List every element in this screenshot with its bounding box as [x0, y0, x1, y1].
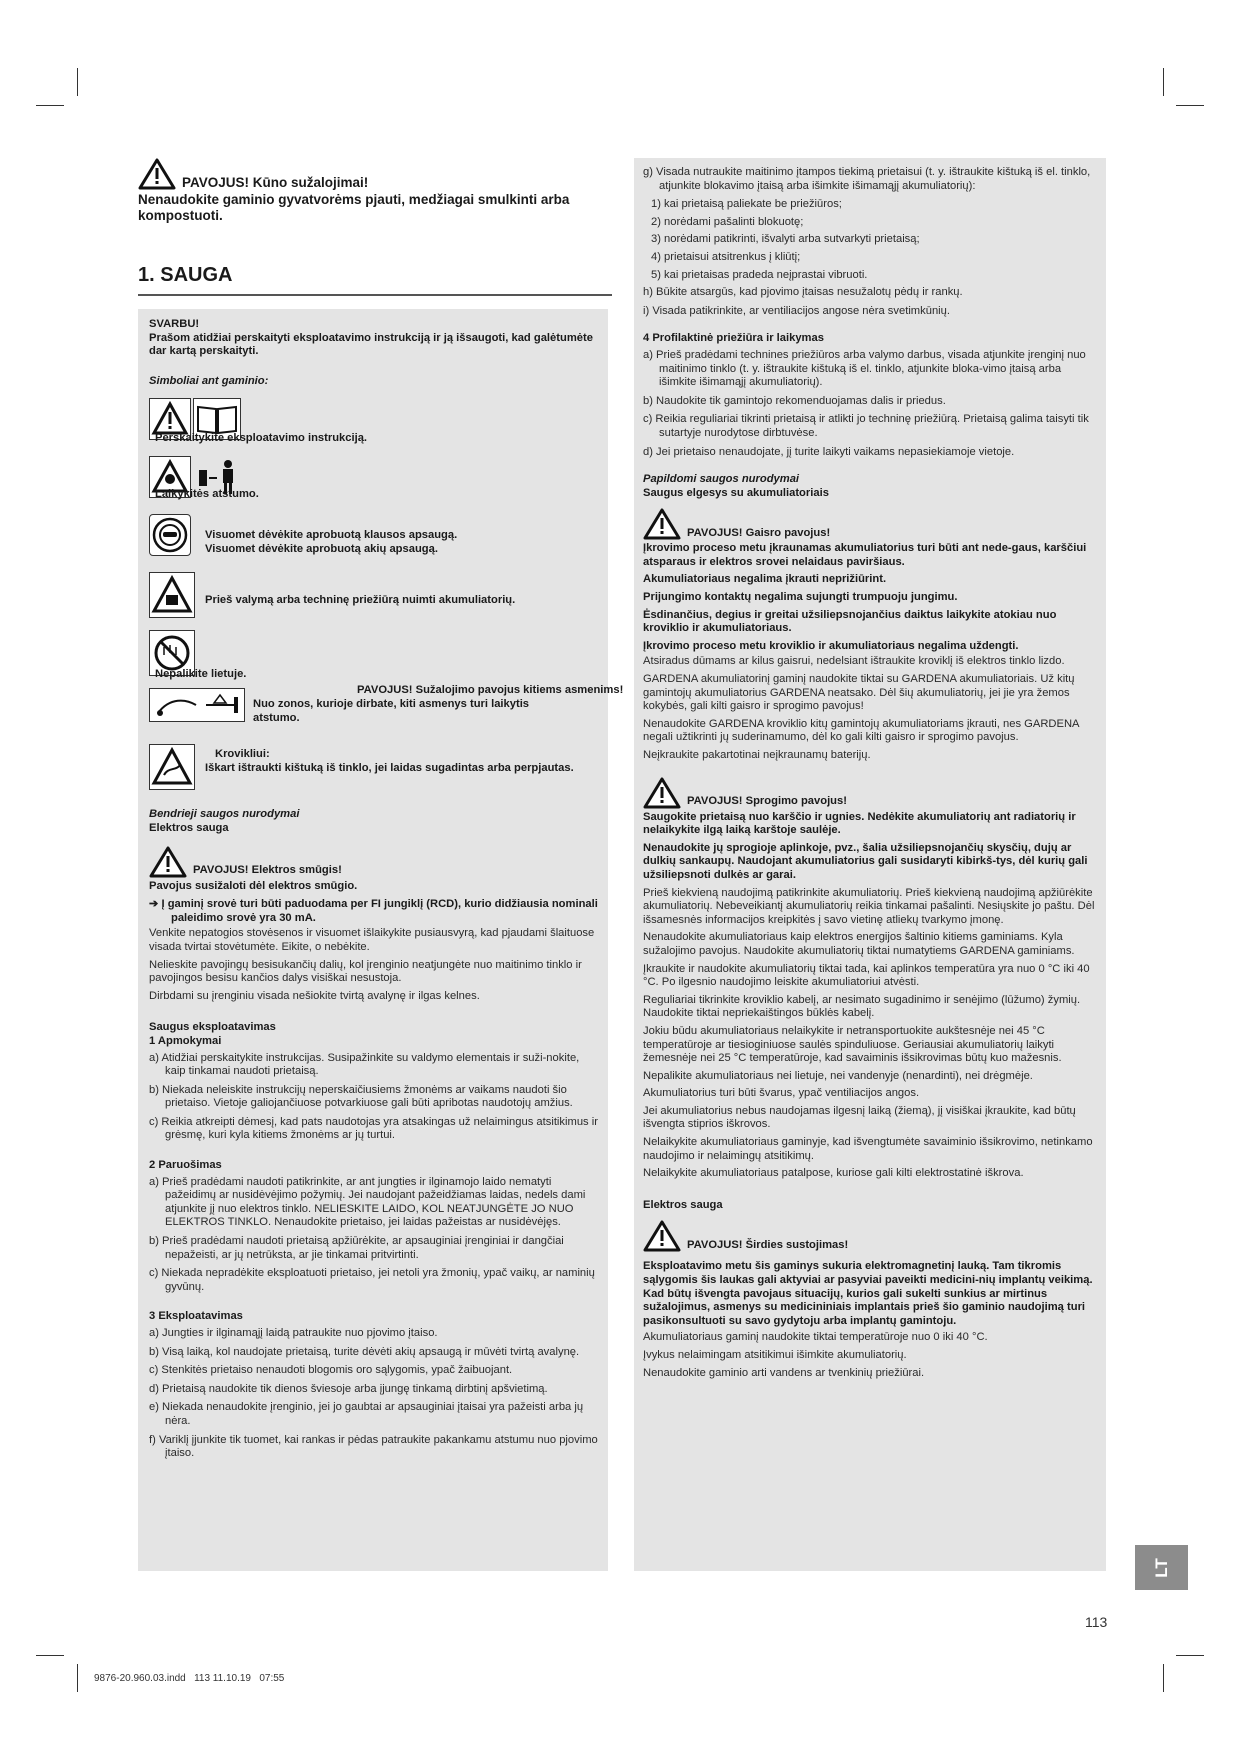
- intro-warning: [138, 158, 618, 224]
- symbol-text: Visuomet dėvėkite aprobuotą akių apsaugą.: [205, 543, 438, 556]
- symbol-text: Iškart ištraukti kištuką iš tinklo, jei laidas sugadintas arba perpjautas.: [205, 762, 574, 775]
- important-title: SVARBU!: [149, 318, 200, 330]
- paragraph: Nepalikite akumuliatoriaus nei lietuje, nei vandenyje (nenardinti), nei drėgmėje.: [643, 1069, 1033, 1082]
- list-item: g) Visada nutraukite maitinimo įtampos tiekimą prietaisui (t. y. ištraukite kištuką iš el. tinklo, atjunkite blokavimo įtaisą arba išimkite išimamąjį akumuliatorių):: [643, 166, 1091, 192]
- language-tab: [1135, 1545, 1188, 1590]
- protection-symbol: [149, 514, 191, 556]
- bold-paragraph: Akumuliatoriaus negalima įkrauti neprižiūrint.: [643, 573, 887, 586]
- charger-symbol: [149, 744, 195, 790]
- symbols-block: [149, 398, 624, 808]
- paragraph: Prieš kiekvieną naudojimą patikrinkite akumuliatorių. Prieš kiekvieną naudojimą apžiūrėkite akumuliatorių. Nebeveikiantį akumuliatorių reikia tinkamai pašalinti. Nesiųskite jo paštu. Dėl išsamesnės informacijos kreipkitės į savo vietinę atliekų tvarkymo įmonę.: [643, 886, 1095, 926]
- list-item: d) Prietaisą naudokite tik dienos šviesoje arba įjungę tinkamą dirbtinį apšvietimą.: [149, 1382, 548, 1395]
- list-item: 1) kai prietaisą paliekate be priežiūros;: [651, 198, 842, 211]
- list-item: b) Visą laiką, kol naudojate prietaisą, turite dėvėti akių apsaugą ir mūvėti tvirtą avalynę.: [149, 1345, 580, 1358]
- explosion-warning: PAVOJUS! Sprogimo pavojus!: [687, 795, 847, 807]
- fire-warning: PAVOJUS! Gaisro pavojus!: [687, 526, 831, 539]
- rcd-note: [149, 898, 601, 925]
- list-item: a) Atidžiai perskaitykite instrukcijas. Susipažinkite su valdymo elementais ir suži-nokite, kaip tinkamai naudoti prietaisą.: [149, 1051, 580, 1078]
- crop-mark: [77, 68, 78, 96]
- electric-text: Pavojus susižaloti dėl elektros smūgio.: [149, 879, 358, 892]
- rcd-text: Į gaminį srovė turi būti paduodama per FI jungiklį (RCD), kurio didžiausia nominali paleidimo srovė yra 30 mA.: [161, 898, 598, 924]
- paragraph: Akumuliatorius turi būti švarus, ypač ventiliacijos angos.: [643, 1087, 920, 1100]
- paragraph: Įvykus nelaimingam atsitikimui išimkite akumuliatorių.: [643, 1349, 907, 1361]
- warning-triangle-icon: [138, 158, 176, 190]
- symbol-text: Perskaitykite eksploatavimo instrukciją.: [155, 432, 368, 445]
- crop-mark: [1176, 105, 1204, 106]
- right-column: [643, 166, 1097, 1384]
- paragraph: Įkraukite ir naudokite akumuliatorių tiktai tada, kai aplinkos temperatūra yra nuo 0 °C iki 40 °C. Po ilgesnio naudojimo leiskite akumuliatoriui atvėsti.: [643, 962, 1090, 989]
- paragraph: Jei akumuliatorius nebus naudojamas ilgesnį laiką (žiemą), jį visiškai įkraukite, kad būtų išvengta stiprios iškrovos.: [643, 1104, 1076, 1131]
- crop-mark: [1176, 1655, 1204, 1656]
- electric-title: Elektros sauga: [149, 821, 229, 834]
- safe-op-title: Saugus eksploatavimas: [149, 1021, 276, 1034]
- list-item: a) Prieš pradėdami technines priežiūros arba valymo darbus, visada atjunkite įrenginį nuo maitinimo tinklo (t. y. ištraukite kištuką iš el. tinklo, atjunkite bloka-vimo įtaisą arba išimkite išimamąjį akumuliatorių).: [643, 348, 1086, 389]
- paragraph: Nenaudokite GARDENA kroviklio kitų gamintojų akumuliatoriams įkrauti, nes GARDENA negali užtikrinti jų suderinamumo, dėl ko gali kilti gaisro ir sprogimo pavojus.: [643, 717, 1079, 744]
- list-item: c) Stenkitės prietaiso nenaudoti blogomis oro sąlygomis, ypač žaibuojant.: [149, 1364, 513, 1377]
- heart-warning: PAVOJUS! Širdies sustojimas!: [687, 1238, 849, 1251]
- list-item: c) Niekada nepradėkite eksploatuoti prietaiso, jei netoli yra žmonių, ypač vaikų, ar naminių gyvūnų.: [149, 1267, 595, 1293]
- list-item: 3) norėdami patikrinti, išvalyti arba sutvarkyti prietaisą;: [651, 233, 920, 246]
- warning-triangle-icon: [149, 846, 187, 878]
- symbol-text: Krovikliui:: [215, 748, 270, 761]
- paragraph: Nelaikykite akumuliatoriaus patalpose, kuriose gali kilti elektrostatinė iškrova.: [643, 1167, 1024, 1180]
- warning-triangle-icon: [150, 573, 194, 617]
- bold-paragraph: Nenaudokite jų sprogioje aplinkoje, pvz., šalia užsiliepsnojančių skysčių, dujų ar dulkių sankaupų. Naudojant akumuliatorius gali susidaryti kibirkš-tys, dėl kurių gali užsiliepsnoti dulkės ar garai.: [643, 841, 1088, 881]
- paragraph: Atsiradus dūmams ar kilus gaisrui, nedelsiant ištraukite kroviklį iš elektros tinklo lizdo.: [643, 655, 1065, 668]
- paragraph: Akumuliatoriaus gaminį naudokite tiktai temperatūroje nuo 0 iki 40 °C.: [643, 1331, 988, 1344]
- symbol-text: Visuomet dėvėkite aprobuotą klausos apsaugą.: [205, 529, 458, 542]
- list-item: b) Niekada neleiskite instrukcijų neperskaičiusiems žmonėms ar vaikams naudoti šio prietaiso. Vietoje galiojančiuose potvarkiuose gali būti apribotas naudotojų amžius.: [149, 1083, 573, 1110]
- list-item: e) Niekada nenaudokite įrenginio, jei jo gaubtai ar apsauginiai įtaisai yra pažeisti arba jų nėra.: [149, 1401, 584, 1427]
- electric-warning: PAVOJUS! Elektros smūgis!: [193, 863, 342, 876]
- crop-mark: [36, 105, 64, 106]
- list-item: c) Reikia reguliariai tikrinti prietaisą ir atlikti jo techninę priežiūrą. Prietaisą galima taisyti tik sutartyje nurodytose dirbtuvėse.: [643, 413, 1089, 439]
- crop-mark: [1163, 68, 1164, 96]
- list-item: b) Naudokite tik gamintojo rekomenduojamas dalis ir priedus.: [643, 394, 946, 407]
- paragraph: Jokiu būdu akumuliatoriaus nelaikykite ir netransportuokite aukštesnėje nei 45 °C temperatūroje ar tiesioginiuose saulės spinduliuose. Geriausiai akumuliatorių laikyti žemesnėje nei 25 °C temperatūroje, kad savaiminis išsikrovimas būtų kuo mažesnis.: [643, 1024, 1062, 1065]
- symbol-text: Prieš valymą arba techninę priežiūrą nuimti akumuliatorių.: [205, 594, 516, 607]
- list-item: a) Jungties ir ilginamąjį laidą patraukite nuo pjovimo įtaiso.: [149, 1327, 438, 1339]
- s2-title: 2 Paruošimas: [149, 1159, 222, 1172]
- crop-mark: [77, 1664, 78, 1692]
- paragraph: Venkite nepatogios stovėsenos ir visuomet išlaikykite pusiausvyrą, kad pjaudami šlaituose visada tvirtai stovėtumėte. Eikite, o nebėkite.: [149, 927, 595, 953]
- symbol-text: Nuo zonos, kurioje dirbate, kiti asmenys turi laikytis atstumo.: [253, 698, 530, 724]
- general-title: Bendrieji saugos nurodymai: [149, 808, 300, 821]
- list-item: 2) norėdami pašalinti blokuotę;: [651, 215, 804, 228]
- footer-info: 9876-20.960.03.indd 113 11.10.19 07:55: [94, 1673, 285, 1684]
- arrow-right-icon: ➔: [149, 898, 162, 911]
- section-title: 1. SAUGA: [138, 264, 233, 286]
- paragraph: Reguliariai tikrinkite kroviklio kabelį, ar nesimato sugadinimo ir senėjimo (lūžumo) žymių. Naudokite tiktai nepriekaištingos būklės kabelį.: [643, 993, 1081, 1020]
- others-symbol: [149, 688, 245, 722]
- extra-title: Papildomi saugos nurodymai: [643, 473, 800, 486]
- paragraph: Nenaudokite akumuliatoriaus kaip elektros energijos šaltinio kitiems gaminiams. Kyla sužalojimo pavojus. Naudokite akumuliatorių tiktai numatytiems GARDENA gaminiams.: [643, 931, 1075, 957]
- symbols-title: Simboliai ant gaminio:: [149, 374, 269, 387]
- paragraph: Nelaikykite akumuliatoriaus gaminyje, kad išvengtumėte savaiminio išsikrovimo, netinkamo naudojimo ir nelaimingų atsitikimų.: [643, 1136, 1093, 1162]
- paragraph: Dirbdami su įrenginiu visada nešiokite tvirtą avalynę ir ilgas kelnes.: [149, 989, 480, 1002]
- bold-paragraph: Įkrovimo proceso metu įkraunamas akumuliatorius turi būti ant nede-gaus, karščiui atsparaus ir elektros srovei nelaidaus paviršiaus.: [643, 542, 1087, 568]
- bold-paragraph: Saugokite prietaisą nuo karščio ir ugnies. Nedėkite akumuliatorių ant radiatorių ir nelaikykite ilgą laiką karštoje saulėje.: [643, 810, 1076, 837]
- list-item: i) Visada patikrinkite, ar ventiliacijos angose nėra svetimkūnių.: [643, 304, 950, 317]
- bold-paragraph: Įkrovimo proceso metu kroviklio ir akumuliatoriaus negalima uždengti.: [643, 639, 1019, 652]
- warning-triangle-icon: [643, 508, 681, 540]
- list-item: d) Jei prietaiso nenaudojate, jį turite laikyti vaikams nepasiekiamoje vietoje.: [643, 445, 1015, 458]
- battery-title: Saugus elgesys su akumuliatoriais: [643, 486, 829, 499]
- symbol-text: Nepalikite lietuje.: [155, 668, 247, 681]
- list-item: f) Variklį įjunkite tik tuomet, kai rankas ir pėdas patraukite pakankamu atstumu nuo pjovimo įtaiso.: [149, 1433, 598, 1460]
- left-column: [149, 318, 624, 1466]
- s3-title: 3 Eksploatavimas: [149, 1310, 243, 1323]
- elec-title: Elektros sauga: [643, 1198, 723, 1211]
- s4-title: 4 Profilaktinė priežiūra ir laikymas: [643, 332, 824, 345]
- list-item: 5) kai prietaisas pradeda neįprastai vibruoti.: [651, 268, 868, 281]
- warning-triangle-icon: [643, 777, 681, 809]
- ear-eye-protection-icon: [150, 515, 190, 555]
- battery-symbol: [149, 572, 195, 618]
- paragraph: Nelieskite pavojingų besisukančių dalių, kol įrenginio neatjungėte nuo maitinimo tinklo ir pavojingos besisu kančios dalys visiškai nesustoja.: [149, 958, 582, 985]
- list-item: h) Būkite atsargūs, kad pjovimo įtaisas nesužalotų pėdų ir rankų.: [643, 286, 963, 299]
- list-item: c) Reikia atkreipti dėmesį, kad pats naudotojas yra atsakingas už nelaimingus atsitikimus ir grėsmę, kuri kyla kitiems žmonėms ar jų turtui.: [149, 1115, 598, 1142]
- list-item: a) Prieš pradėdami naudoti patikrinkite, ar ant jungties ir ilginamojo laido nematyti pažeidimų ar nusidėvėjimo požymių. Jei naudojant pažeidžiamas laidas, nedels dami atjunkite jį nuo elektros tinklo. NELIESKITE LAIDO, KOL NEATJUNGĖTE JO NUO ELEKTROS TINKLO. Nenaudokite prietaiso, jei laidas pažeistas ar nusidėvėjęs.: [149, 1175, 586, 1229]
- bold-paragraph: Ėsdinančius, degius ir greitai užsiliepsnojančius daiktus laikykite atokiau nuo kroviklio ir akumuliatoriaus.: [643, 608, 1057, 635]
- intro-title: PAVOJUS! Kūno sužalojimai!: [182, 175, 369, 190]
- bold-paragraph: Prijungimo kontaktų negalima sujungti trumpuoju jungimu.: [643, 591, 958, 604]
- flying-objects-icon: [150, 689, 244, 721]
- crop-mark: [1163, 1664, 1164, 1692]
- plug-warning-icon: [150, 745, 194, 789]
- s1-title: 1 Apmokymai: [149, 1034, 222, 1047]
- important-text: Prašom atidžiai perskaityti eksploatavimo instrukciją ir ją išsaugoti, kad galėtumėte dar kartą perskaityti.: [149, 331, 593, 358]
- paragraph: GARDENA akumuliatorinį gaminį naudokite tiktai su GARDENA akumuliatoriais. Už kitų gamintojų akumuliatorius GARDENA neatsako. Dėl šių akumuliatorių, jei jie yra žemos kokybės, gali kilti gaisro ir sprogimo pavojus!: [643, 673, 1075, 713]
- section-rule: [138, 294, 612, 296]
- symbol-text: PAVOJUS! Sužalojimo pavojus kitiems asmenims!: [357, 684, 624, 697]
- crop-mark: [36, 1655, 64, 1656]
- intro-text: Nenaudokite gaminio gyvatvorėms pjauti, medžiagai smulkinti arba kompostuoti.: [138, 192, 570, 223]
- page-number: 113: [1085, 1614, 1108, 1630]
- language-tab-label: LT: [1151, 1557, 1171, 1578]
- list-item: 4) prietaisui atsitrenkus į kliūtį;: [651, 250, 801, 263]
- paragraph: Neįkraukite pakartotinai neįkraunamų baterijų.: [643, 749, 871, 761]
- list-item: b) Prieš pradėdami naudoti prietaisą apžiūrėkite, ar apsauginiai įrenginiai ir dangčiai nepažeisti, ar jų netrūksta, ar jie tinkamai pritvirtinti.: [149, 1235, 564, 1261]
- warning-triangle-icon: [643, 1220, 681, 1252]
- paragraph: Nenaudokite gaminio arti vandens ar tvenkinių priežiūrai.: [643, 1366, 925, 1379]
- bold-paragraph: Eksploatavimo metu šis gaminys sukuria elektromagnetinį lauką. Tam tikromis sąlygomis šis laukas gali aktyviai ar pasyviai paveikti medicini-nių implantų veikimą. Kad būtų išvengta pavojaus situacijų, kurios gali sukelti sunkius ar mirtinus sužalojimus, asmenys su medicininiais implantais prieš šio gaminio naudojimą turi pasikonsultuoti su savo gydytoju arba implantų gamintoju.: [643, 1260, 1093, 1327]
- symbol-text: Laikykitės atstumo.: [155, 488, 259, 501]
